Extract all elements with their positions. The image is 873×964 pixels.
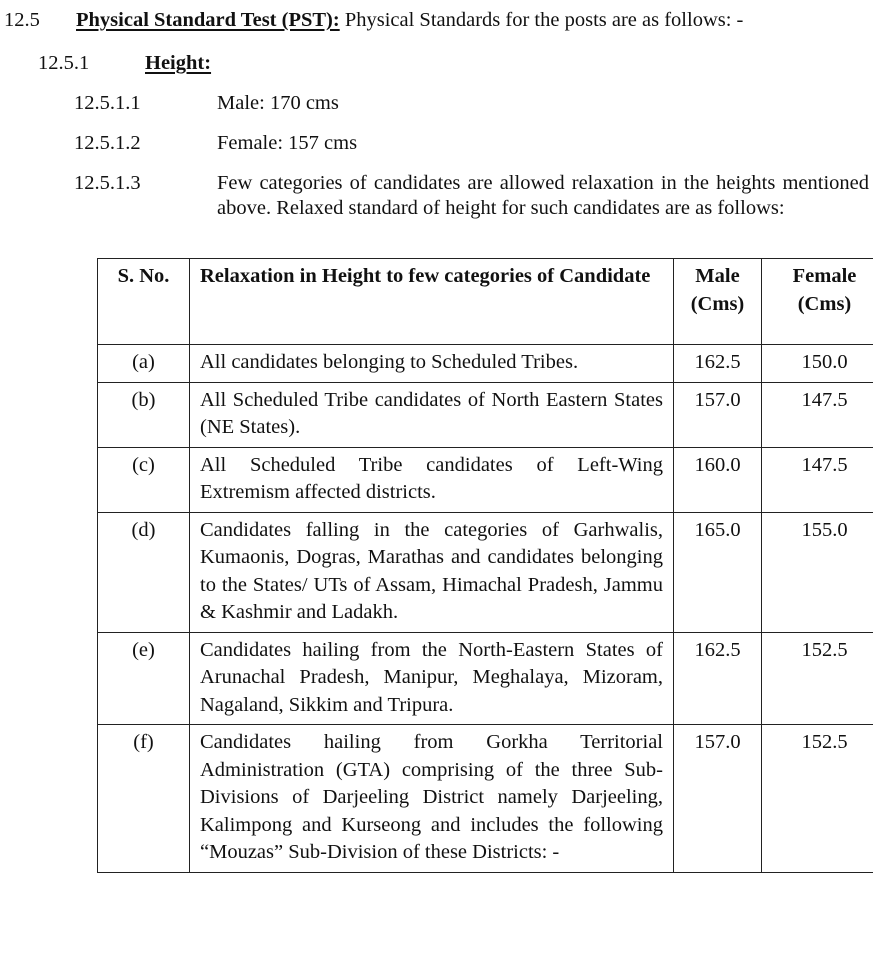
section-intro: Physical Standards for the posts are as follows: - — [339, 9, 744, 31]
cell-male: 162.5 — [674, 632, 762, 725]
cell-female: 152.5 — [762, 632, 873, 725]
cell-sno: (f) — [98, 725, 190, 873]
header-male: Male (Cms) — [674, 259, 762, 345]
cell-sno: (c) — [98, 447, 190, 512]
table-row — [98, 632, 873, 725]
cell-description: Candidates hailing from Gorkha Territorial Administration (GTA) comprising of the three Sub-Divisions of Darjeeling District namely Darjeeling, Kalimpong and Kurseong and includes the following “Mouzas” Sub-Division of these Districts: - — [190, 725, 674, 873]
subsection-title: Height: — [145, 52, 212, 74]
item-number: 12.5.1.1 — [74, 92, 141, 114]
header-female: Female (Cms) — [762, 259, 873, 345]
subsection-number: 12.5.1 — [38, 52, 90, 74]
cell-description: Candidates falling in the categories of Garhwalis, Kumaonis, Dogras, Marathas and candidates belonging to the States/ UTs of Assam, Himachal Pradesh, Jammu & Kashmir and Ladakh. — [190, 512, 674, 632]
item-number: 12.5.1.2 — [74, 132, 141, 154]
item-text-male: Male: 170 cms — [217, 92, 339, 114]
section-heading — [4, 8, 743, 32]
cell-female: 152.5 — [762, 725, 873, 873]
cell-description: All Scheduled Tribe candidates of Left-Wing Extremism affected districts. — [190, 447, 674, 512]
item-text-female: Female: 157 cms — [217, 132, 358, 154]
subsection-heading — [38, 51, 211, 75]
cell-sno: (e) — [98, 632, 190, 725]
cell-description: Candidates hailing from the North-Eastern States of Arunachal Pradesh, Manipur, Meghalaya, Mizoram, Nagaland, Sikkim and Tripura. — [190, 632, 674, 725]
cell-description: All candidates belonging to Scheduled Tribes. — [190, 345, 674, 383]
cell-female: 150.0 — [762, 345, 873, 383]
cell-male: 165.0 — [674, 512, 762, 632]
table-row — [98, 382, 873, 447]
cell-female: 155.0 — [762, 512, 873, 632]
table-header-row — [98, 259, 873, 345]
cell-male: 160.0 — [674, 447, 762, 512]
table-row — [98, 447, 873, 512]
item-number: 12.5.1.3 — [74, 172, 141, 194]
cell-female: 147.5 — [762, 447, 873, 512]
table-row — [98, 345, 873, 383]
cell-sno: (a) — [98, 345, 190, 383]
table-row — [98, 512, 873, 632]
cell-sno: (b) — [98, 382, 190, 447]
header-description: Relaxation in Height to few categories of Candidate — [190, 259, 674, 345]
item-text-relaxation: Few categories of candidates are allowed relaxation in the heights mentioned above. Relaxed standard of height for such candidates are as follows: — [217, 172, 869, 219]
cell-description: All Scheduled Tribe candidates of North Eastern States (NE States). — [190, 382, 674, 447]
cell-male: 162.5 — [674, 345, 762, 383]
table-row — [98, 725, 873, 873]
section-title: Physical Standard Test (PST): — [76, 9, 340, 31]
header-sno: S. No. — [98, 259, 190, 345]
cell-sno: (d) — [98, 512, 190, 632]
height-relaxation-table — [97, 258, 873, 873]
cell-male: 157.0 — [674, 725, 762, 873]
section-number: 12.5 — [4, 9, 40, 31]
cell-female: 147.5 — [762, 382, 873, 447]
cell-male: 157.0 — [674, 382, 762, 447]
